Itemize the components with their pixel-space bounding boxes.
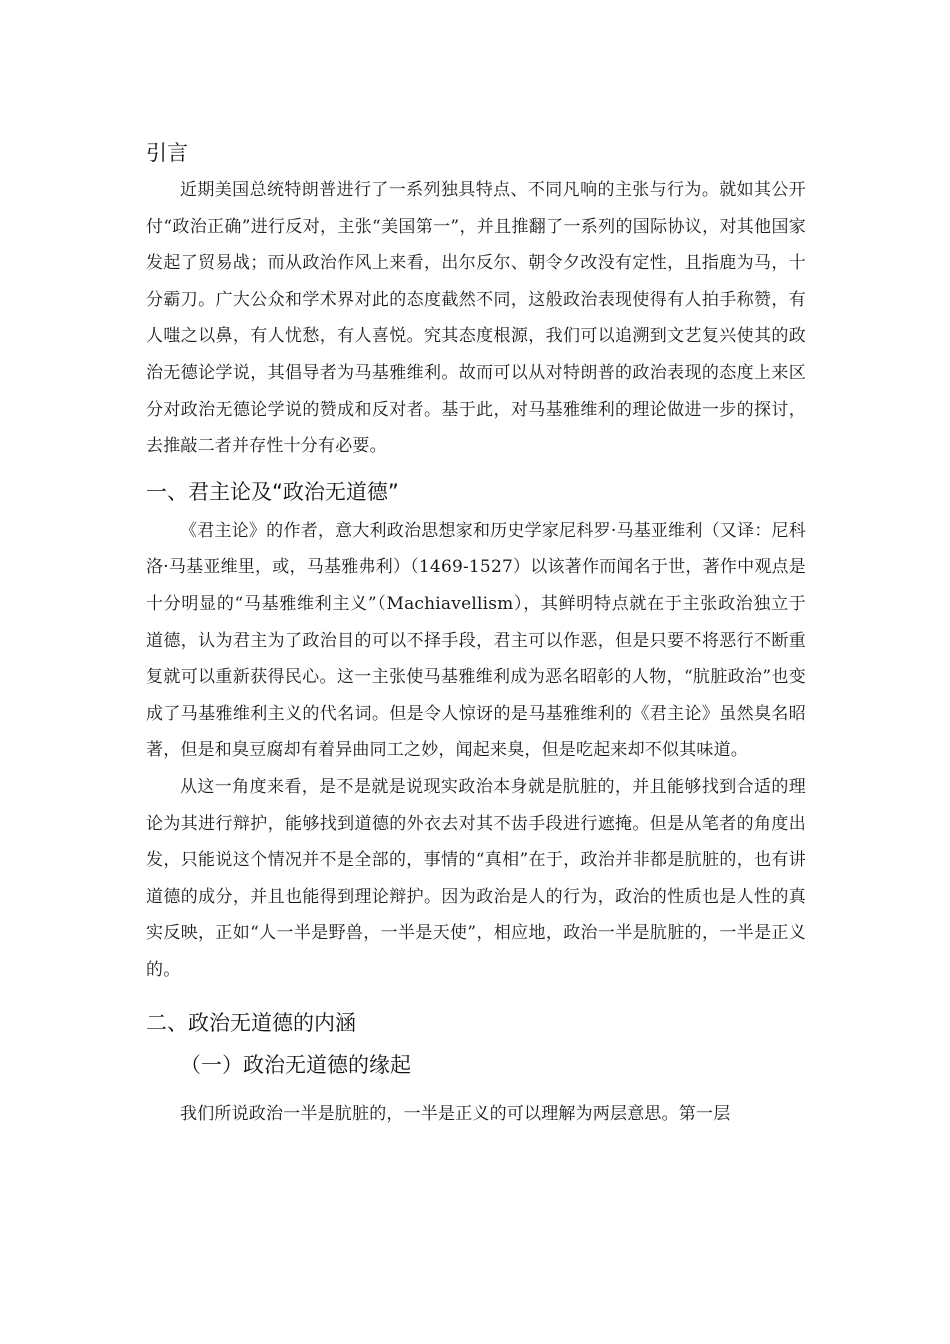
section-heading-2: 二、政治无道德的内涵 — [146, 1011, 356, 1036]
paragraph-section2-1: 我们所说政治一半是肮脏的，一半是正义的可以理解为两层意思。第一层 — [180, 1104, 731, 1125]
paragraph-section1-1: 《君主论》的作者，意大利政治思想家和历史学家尼科罗·马基亚维利（又译：尼科洛·马基亚维里，或，马基雅弗利）（1469-1527）以该著作而闻名于世，著作中观点是十分明显的“马基雅维利主义”（Machiavellism），其鲜明特点就在于主张政治独立于道德，认为君主为了政治目的可以不择手段，君主可以作恶，但是只要不将恶行不断重复就可以重新获得民心。这一主张使马基雅维利成为恶名昭彰的人物，“肮脏政治”也变成了马基雅维利主义的代名词。但是令人惊讶的是马基雅维利的《君主论》虽然臭名昭著，但是和臭豆腐却有着异曲同工之妙，闻起来臭，但是吃起来却不似其味道。 — [146, 520, 806, 761]
subsection-heading-2-1: （一）政治无道德的缘起 — [180, 1053, 411, 1078]
paragraph-section1-2: 从这一角度来看，是不是就是说现实政治本身就是肮脏的，并且能够找到合适的理论为其进行辩护，能够找到道德的外衣去对其不齿手段进行遮掩。但是从笔者的角度出发，只能说这个情况并不是全部的，事情的“真相”在于，政治并非都是肮脏的，也有讲道德的成分，并且也能得到理论辩护。因为政治是人的行为，政治的性质也是人性的真实反映，正如“人一半是野兽，一半是天使”，相应地，政治一半是肮脏的，一半是正义的。 — [146, 776, 806, 980]
section-heading-1: 一、君主论及“政治无道德” — [146, 479, 399, 504]
section-heading-intro: 引言 — [146, 141, 188, 165]
document-page — [146, 128, 806, 1133]
paragraph-intro-1: 近期美国总统特朗普进行了一系列独具特点、不同凡响的主张与行为。就如其公开付“政治正确”进行反对，主张“美国第一”，并且推翻了一系列的国际协议，对其他国家发起了贸易战；而从政治作风上来看，出尔反尔、朝令夕改没有定性，且指鹿为马，十分霸刀。广大公众和学术界对此的态度截然不同，这般政治表现使得有人拍手称赞，有人嗤之以鼻，有人忧愁，有人喜悦。究其态度根源，我们可以追溯到文艺复兴使其的政治无德论学说，其倡导者为马基雅维利。故而可以从对特朗普的政治表现的态度上来区分对政治无德论学说的赞成和反对者。基于此，对马基雅维利的理论做进一步的探讨，去推敲二者并存性十分有必要。 — [146, 180, 806, 457]
